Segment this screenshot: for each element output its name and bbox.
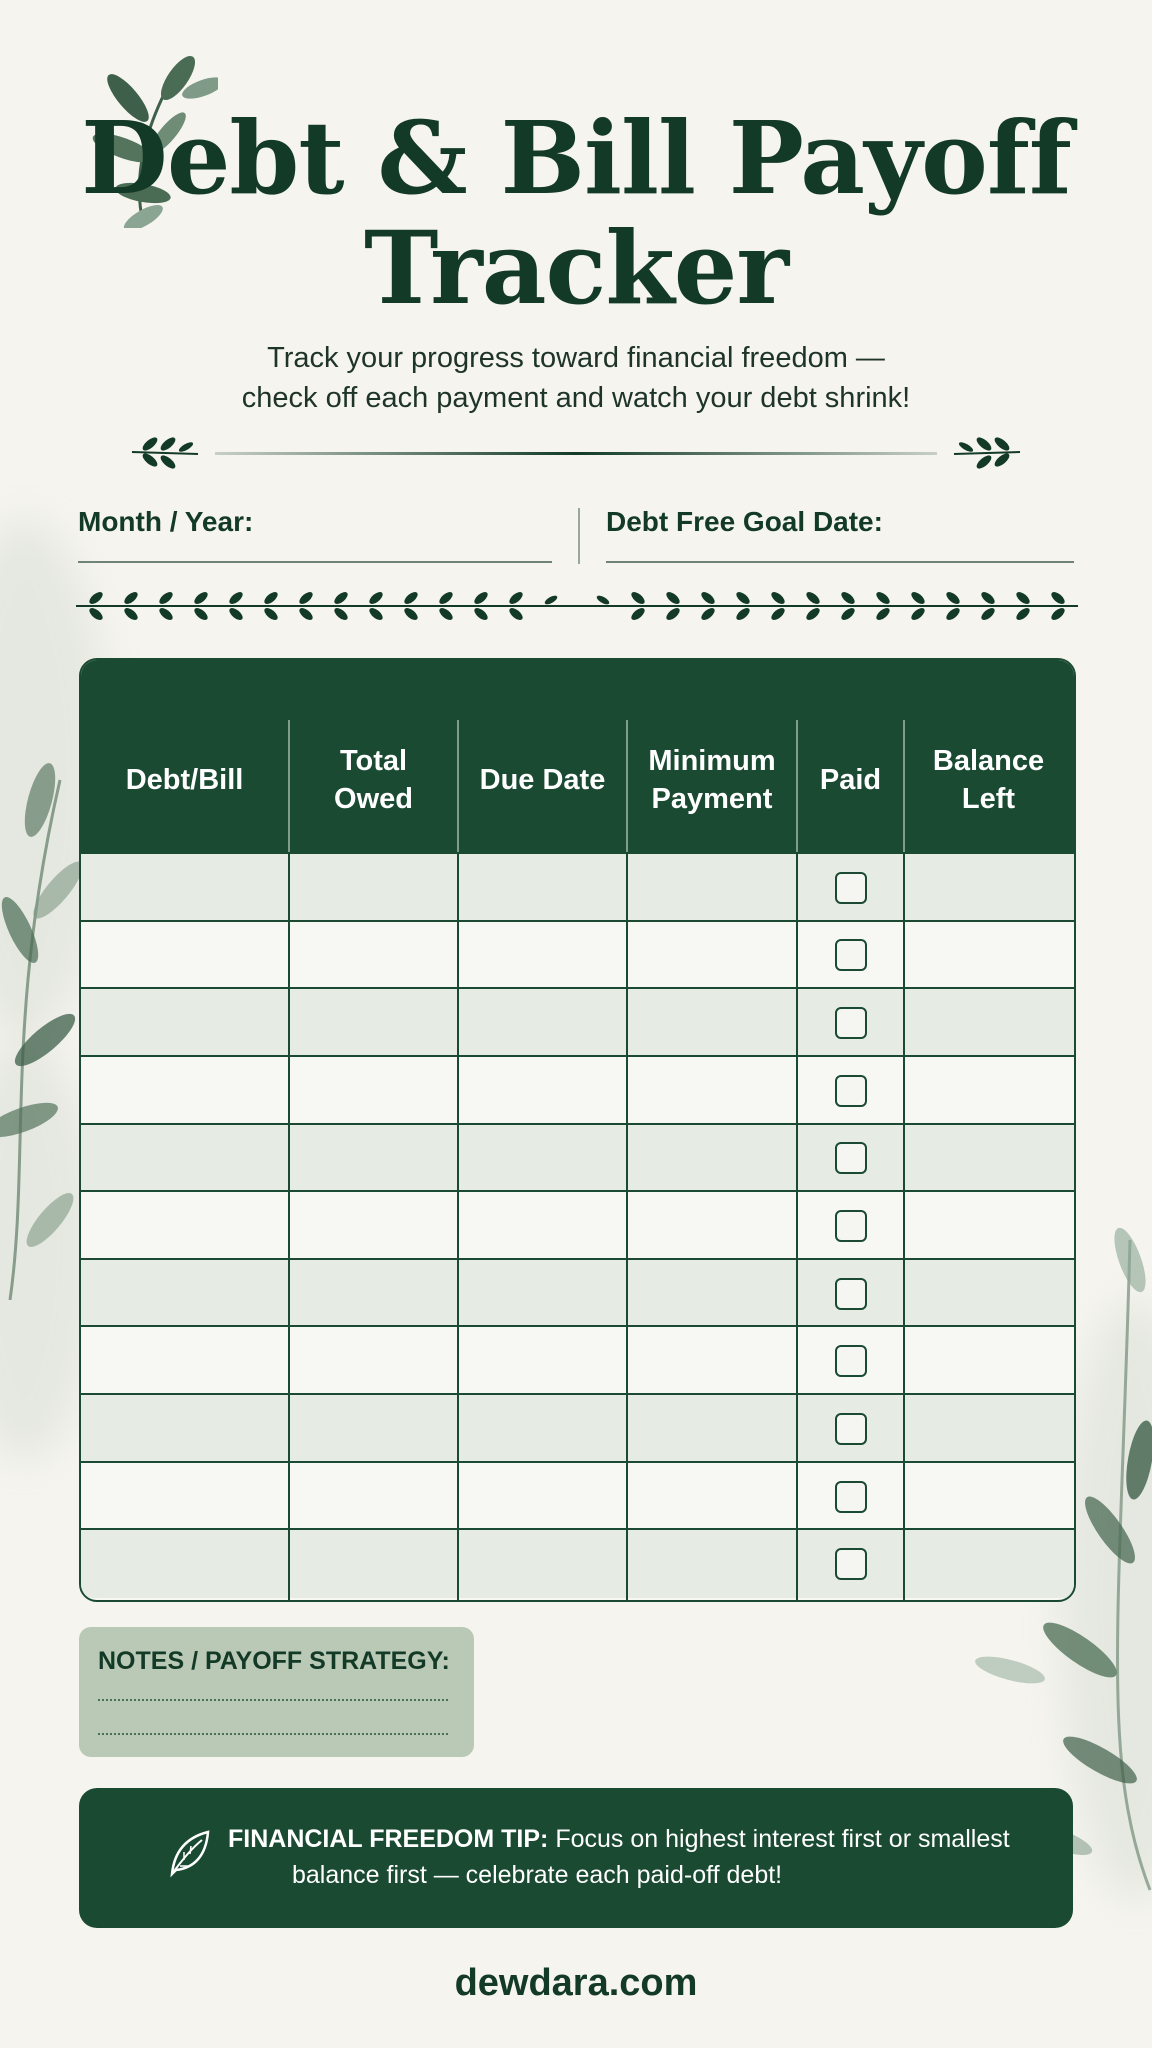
notes-box[interactable] bbox=[79, 1627, 474, 1757]
minimum-payment-cell[interactable] bbox=[628, 1530, 796, 1598]
minimum-payment-cell[interactable] bbox=[628, 1057, 796, 1125]
minimum-payment-cell[interactable] bbox=[628, 922, 796, 990]
table-header bbox=[81, 660, 1074, 852]
due-date-cell[interactable] bbox=[459, 989, 626, 1057]
sprig-left-icon bbox=[130, 432, 200, 472]
left-foliage-icon bbox=[0, 740, 90, 1300]
total-owed-cell[interactable] bbox=[290, 1260, 457, 1328]
table-row bbox=[81, 1055, 1074, 1125]
tip-banner bbox=[79, 1788, 1073, 1928]
table-row bbox=[81, 852, 1074, 922]
balance-left-cell[interactable] bbox=[905, 1260, 1072, 1328]
due-date-cell[interactable] bbox=[459, 1125, 626, 1193]
tip-text-line2: balance first — celebrate each paid-off debt! bbox=[292, 1861, 783, 1889]
table-row bbox=[81, 1528, 1074, 1598]
balance-left-cell[interactable] bbox=[905, 989, 1072, 1057]
due-date-cell[interactable] bbox=[459, 854, 626, 922]
total-owed-cell[interactable] bbox=[290, 1057, 457, 1125]
debt-bill-cell[interactable] bbox=[81, 1192, 288, 1260]
table-row bbox=[81, 1393, 1074, 1463]
minimum-payment-cell[interactable] bbox=[628, 1125, 796, 1193]
due-date-cell[interactable] bbox=[459, 1395, 626, 1463]
balance-left-cell[interactable] bbox=[905, 1125, 1072, 1193]
paid-checkbox[interactable] bbox=[835, 1278, 867, 1310]
minimum-payment-cell[interactable] bbox=[628, 989, 796, 1057]
column-divider bbox=[903, 852, 905, 1600]
field-separator bbox=[578, 508, 580, 564]
table-row bbox=[81, 1325, 1074, 1395]
subtitle bbox=[0, 338, 1152, 418]
debt-bill-cell[interactable] bbox=[81, 1530, 288, 1598]
col-header-total-owed: Total Owed bbox=[334, 745, 413, 815]
paid-checkbox[interactable] bbox=[835, 1075, 867, 1107]
total-owed-cell[interactable] bbox=[290, 1395, 457, 1463]
paid-checkbox[interactable] bbox=[835, 1413, 867, 1445]
month-year-label: Month / Year: bbox=[78, 506, 254, 537]
paid-checkbox[interactable] bbox=[835, 1007, 867, 1039]
total-owed-cell[interactable] bbox=[290, 922, 457, 990]
table-row bbox=[81, 1258, 1074, 1328]
page-title-line1: Debt & Bill Payoff bbox=[81, 99, 1071, 217]
table-row bbox=[81, 1190, 1074, 1260]
due-date-cell[interactable] bbox=[459, 1057, 626, 1125]
header-divider bbox=[215, 452, 937, 455]
minimum-payment-cell[interactable] bbox=[628, 854, 796, 922]
minimum-payment-cell[interactable] bbox=[628, 1463, 796, 1531]
paid-checkbox[interactable] bbox=[835, 1142, 867, 1174]
debt-bill-cell[interactable] bbox=[81, 1057, 288, 1125]
page-title-line2: Tracker bbox=[363, 209, 789, 327]
column-divider bbox=[457, 852, 459, 1600]
balance-left-cell[interactable] bbox=[905, 1192, 1072, 1260]
goal-date-label: Debt Free Goal Date: bbox=[606, 506, 883, 537]
col-header-balance-left: Balance Left bbox=[932, 745, 1045, 815]
sprig-right-icon bbox=[952, 432, 1022, 472]
debt-bill-cell[interactable] bbox=[81, 1395, 288, 1463]
notes-line[interactable] bbox=[98, 1733, 448, 1735]
due-date-cell[interactable] bbox=[459, 1192, 626, 1260]
due-date-cell[interactable] bbox=[459, 922, 626, 990]
balance-left-cell[interactable] bbox=[905, 1395, 1072, 1463]
table-row bbox=[81, 987, 1074, 1057]
tip-label: FINANCIAL FREEDOM TIP: bbox=[228, 1825, 549, 1853]
debt-bill-cell[interactable] bbox=[81, 854, 288, 922]
due-date-cell[interactable] bbox=[459, 1260, 626, 1328]
notes-title: NOTES / PAYOFF STRATEGY: bbox=[98, 1647, 450, 1675]
paid-checkbox[interactable] bbox=[835, 939, 867, 971]
tip-text bbox=[228, 1821, 1028, 1893]
minimum-payment-cell[interactable] bbox=[628, 1192, 796, 1260]
due-date-cell[interactable] bbox=[459, 1327, 626, 1395]
tip-text-line1: Focus on highest interest first or smallest bbox=[555, 1825, 1010, 1853]
table-row bbox=[81, 920, 1074, 990]
paid-checkbox[interactable] bbox=[835, 1481, 867, 1513]
total-owed-cell[interactable] bbox=[290, 1530, 457, 1598]
minimum-payment-cell[interactable] bbox=[628, 1260, 796, 1328]
paid-checkbox[interactable] bbox=[835, 1548, 867, 1580]
notes-line[interactable] bbox=[98, 1699, 448, 1701]
debt-bill-cell[interactable] bbox=[81, 1125, 288, 1193]
subtitle-line1: Track your progress toward financial freedom — bbox=[267, 342, 885, 374]
debt-bill-cell[interactable] bbox=[81, 922, 288, 990]
balance-left-cell[interactable] bbox=[905, 1530, 1072, 1598]
payoff-table bbox=[79, 658, 1076, 1602]
balance-left-cell[interactable] bbox=[905, 854, 1072, 922]
debt-bill-cell[interactable] bbox=[81, 989, 288, 1057]
minimum-payment-cell[interactable] bbox=[628, 1327, 796, 1395]
minimum-payment-cell[interactable] bbox=[628, 1395, 796, 1463]
month-year-field[interactable] bbox=[78, 561, 552, 563]
debt-bill-cell[interactable] bbox=[81, 1260, 288, 1328]
col-header-debt-bill: Debt/Bill bbox=[125, 764, 244, 796]
due-date-cell[interactable] bbox=[459, 1530, 626, 1598]
debt-bill-cell[interactable] bbox=[81, 1327, 288, 1395]
col-header-paid: Paid bbox=[819, 764, 882, 796]
total-owed-cell[interactable] bbox=[290, 1327, 457, 1395]
subtitle-line2: check off each payment and watch your debt shrink! bbox=[241, 382, 911, 414]
total-owed-cell[interactable] bbox=[290, 1463, 457, 1531]
balance-left-cell[interactable] bbox=[905, 1463, 1072, 1531]
col-header-minimum-payment: Minimum Payment bbox=[648, 745, 776, 815]
footer-site[interactable]: dewdara.com bbox=[454, 1962, 698, 2004]
leaf-icon bbox=[166, 1828, 212, 1878]
vine-border-icon bbox=[76, 588, 1078, 624]
column-divider bbox=[626, 852, 628, 1600]
column-divider bbox=[288, 852, 290, 1600]
total-owed-cell[interactable] bbox=[290, 1192, 457, 1260]
total-owed-cell[interactable] bbox=[290, 989, 457, 1057]
table-row bbox=[81, 1123, 1074, 1193]
total-owed-cell[interactable] bbox=[290, 854, 457, 922]
total-owed-cell[interactable] bbox=[290, 1125, 457, 1193]
balance-left-cell[interactable] bbox=[905, 1327, 1072, 1395]
debt-bill-cell[interactable] bbox=[81, 1463, 288, 1531]
table-row bbox=[81, 1461, 1074, 1531]
paid-checkbox[interactable] bbox=[835, 872, 867, 904]
col-header-due-date: Due Date bbox=[479, 764, 606, 796]
balance-left-cell[interactable] bbox=[905, 922, 1072, 990]
balance-left-cell[interactable] bbox=[905, 1057, 1072, 1125]
paid-checkbox[interactable] bbox=[835, 1210, 867, 1242]
due-date-cell[interactable] bbox=[459, 1463, 626, 1531]
column-divider bbox=[796, 852, 798, 1600]
paid-checkbox[interactable] bbox=[835, 1345, 867, 1377]
goal-date-field[interactable] bbox=[606, 561, 1074, 563]
